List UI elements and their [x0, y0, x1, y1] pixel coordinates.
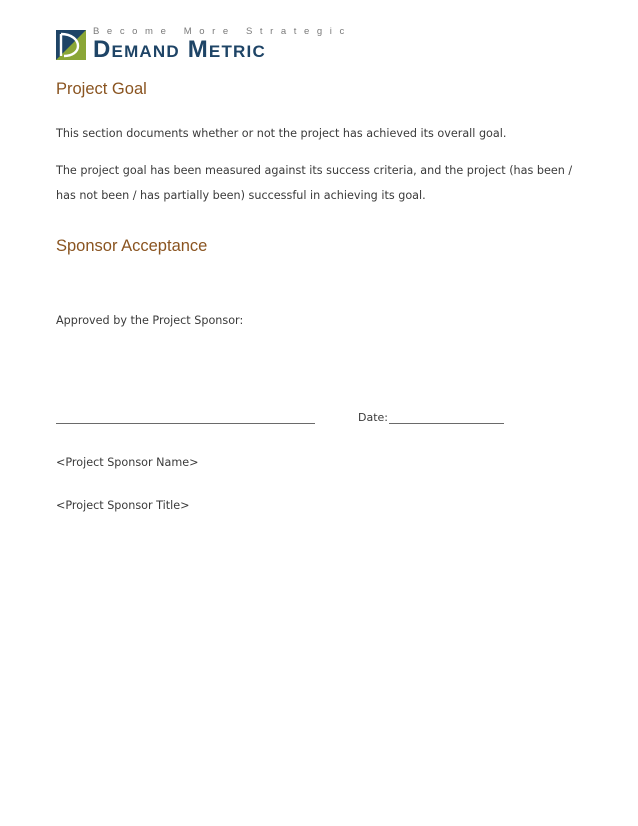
logo-tagline: Become More Strategic [93, 26, 352, 37]
date-line [389, 423, 504, 424]
approved-by-label: Approved by the Project Sponsor: [56, 314, 244, 327]
sponsor-title-placeholder: <Project Sponsor Title> [56, 499, 190, 512]
sponsor-name-placeholder: <Project Sponsor Name> [56, 456, 199, 469]
project-goal-heading: Project Goal [56, 80, 147, 98]
project-goal-paragraph-1: This section documents whether or not the project has achieved its overall goal. [56, 127, 507, 140]
logo-mark-icon [56, 30, 86, 60]
sponsor-acceptance-heading: Sponsor Acceptance [56, 237, 208, 255]
demand-metric-logo [56, 26, 352, 63]
date-label: Date: [358, 411, 388, 424]
project-goal-paragraph-2: The project goal has been measured against its success criteria, and the project (has been / has not been / has partially been) successful in achieving its goal. [56, 164, 573, 202]
logo-name: Demand Metric [93, 36, 266, 63]
signature-line [56, 423, 315, 424]
